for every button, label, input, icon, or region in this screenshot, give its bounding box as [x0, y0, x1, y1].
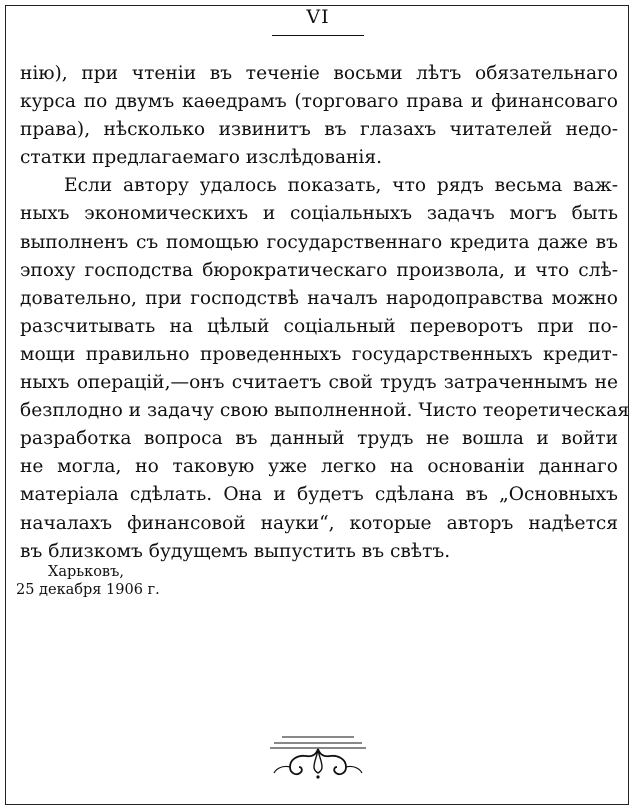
body-line: Если автору удалось показать, что рядъ весьма важ-	[64, 175, 618, 197]
body-line: разработка вопроса въ данный трудъ не вошла и войти	[20, 428, 618, 450]
signature-place: Харьковъ,	[48, 564, 124, 580]
body-line: выполненъ съ помощью государственнаго кредита даже въ	[20, 231, 618, 253]
body-line: не могла, но таковую уже легко на основаніи даннаго	[20, 456, 618, 478]
body-line: безплодно и задачу свою выполненной. Чисто теоретическая	[20, 400, 630, 422]
body-line: статки предлагаемаго изслѣдованія.	[20, 147, 383, 169]
body-line: матеріала сдѣлать. Она и будетъ сдѣлана въ „Основныхъ	[20, 484, 618, 506]
signature-date: 25 декабря 1906 г.	[16, 582, 160, 598]
body-line: въ близкомъ будущемъ выпустить въ свѣтъ.	[20, 540, 451, 562]
ornament-icon	[268, 735, 368, 787]
body-line: курса по двумъ каѳедрамъ (торговаго права и финансоваго	[20, 91, 618, 113]
header-rule	[272, 35, 364, 36]
body-line: разсчитывать на цѣлый соціальный переворотъ при по-	[20, 315, 618, 337]
body-line: права), нѣсколько извинитъ въ глазахъ читателей недо-	[20, 119, 618, 141]
body-line: ныхъ экономическихъ и соціальныхъ задачъ могъ быть	[20, 203, 618, 225]
body-line: довательно, при господствѣ началъ народоправства можно	[20, 287, 618, 309]
body-line: началахъ финансовой науки“, которые авторъ надѣется	[20, 512, 618, 534]
body-line: ныхъ операцій,—онъ считаетъ свой трудъ затраченнымъ не	[20, 372, 618, 394]
body-line: мощи правильно проведенныхъ государственныхъ кредит-	[20, 343, 618, 365]
body-line: эпоху господства бюрократическаго произвола, и что слѣ-	[20, 259, 618, 281]
body-line: нію), при чтеніи въ теченіе восьми лѣтъ обязательнаго	[20, 63, 618, 84]
body-text	[20, 60, 630, 566]
page-number: VI	[306, 6, 330, 28]
